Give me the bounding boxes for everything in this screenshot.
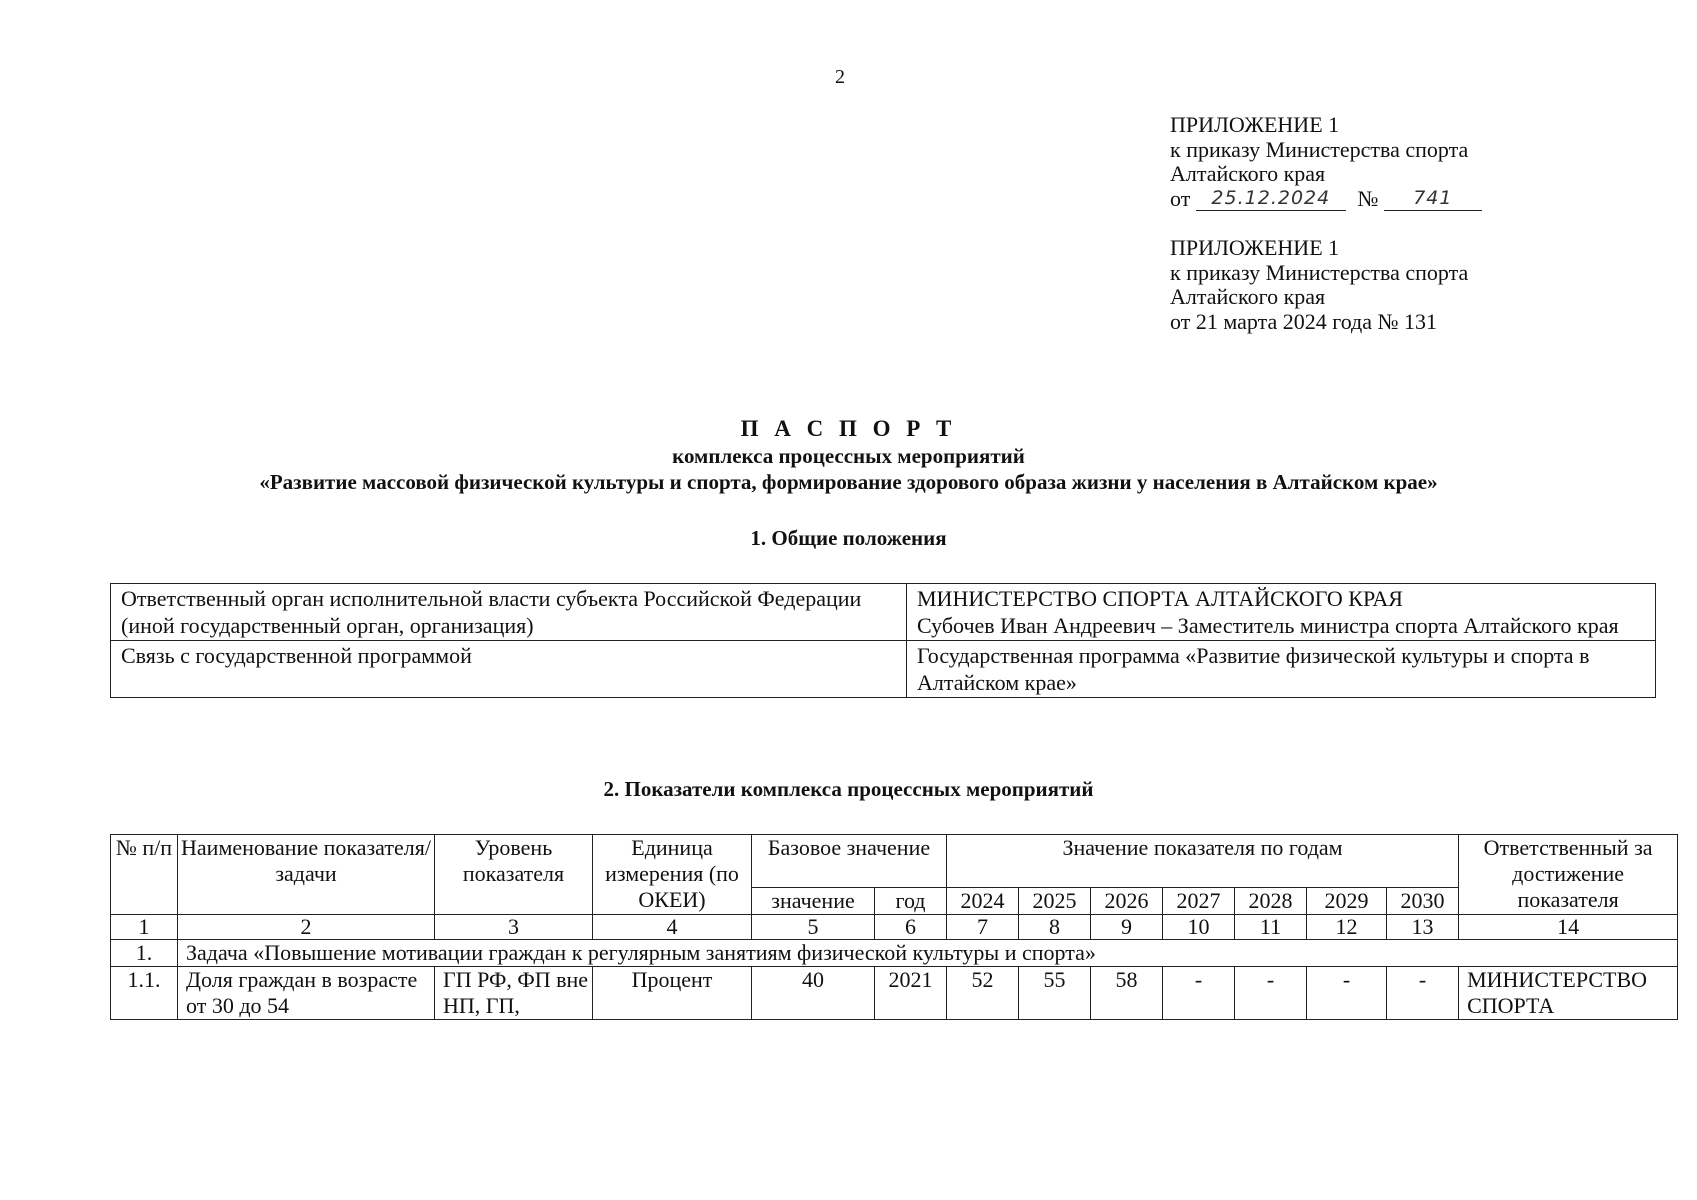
task-row bbox=[111, 940, 1678, 967]
header-level: Уровень показателя bbox=[435, 835, 593, 915]
row-base-year: 2021 bbox=[875, 967, 947, 1020]
date-blank bbox=[1196, 188, 1346, 211]
appendix-line: Алтайского края bbox=[1170, 161, 1326, 186]
row-value-2025: 55 bbox=[1019, 967, 1091, 1020]
column-number: 13 bbox=[1387, 915, 1459, 940]
number-label: № bbox=[1357, 185, 1379, 211]
section2-title: 2. Показатели комплекса процессных мероприятий bbox=[603, 777, 1094, 801]
header-base-year: год bbox=[875, 888, 947, 915]
row-responsible: МИНИСТЕРСТВО СПОРТА bbox=[1459, 967, 1678, 1020]
column-number: 3 bbox=[435, 915, 593, 940]
header-year: 2027 bbox=[1163, 888, 1235, 915]
header-year: 2029 bbox=[1307, 888, 1387, 915]
column-number: 9 bbox=[1091, 915, 1163, 940]
column-number: 4 bbox=[593, 915, 752, 940]
handwritten-date: 25.12.2024 bbox=[1211, 187, 1331, 209]
indicators-table bbox=[110, 834, 1678, 1020]
column-number: 6 bbox=[875, 915, 947, 940]
document-subtitle: комплекса процессных мероприятий bbox=[672, 444, 1025, 468]
appendix-line: к приказу Министерства спорта bbox=[1170, 259, 1469, 285]
row-value-2026: 58 bbox=[1091, 967, 1163, 1020]
row-value-2024: 52 bbox=[947, 967, 1019, 1020]
row-value-2029: - bbox=[1307, 967, 1387, 1020]
header-base: Базовое значение bbox=[752, 835, 947, 888]
column-number: 10 bbox=[1163, 915, 1235, 940]
header-unit: Единица измерения (по ОКЕИ) bbox=[593, 835, 752, 915]
column-number: 1 bbox=[111, 915, 178, 940]
table-row bbox=[111, 584, 1656, 641]
header-year: 2024 bbox=[947, 888, 1019, 915]
row-num: 1.1. bbox=[111, 967, 178, 1020]
header-base-value: значение bbox=[752, 888, 875, 915]
appendix-line: от 21 марта 2024 года № 131 bbox=[1170, 308, 1438, 334]
row-value-2028: - bbox=[1235, 967, 1307, 1020]
number-blank bbox=[1384, 188, 1482, 211]
appendix-line: к приказу Министерства спорта bbox=[1170, 136, 1469, 162]
column-number: 5 bbox=[752, 915, 875, 940]
header-row bbox=[111, 835, 1678, 888]
value-line: Государственная программа «Развитие физической культуры и спорта в Алтайском крае» bbox=[917, 643, 1590, 695]
row-value bbox=[907, 641, 1656, 698]
appendix-date-line bbox=[1170, 187, 1482, 212]
column-number: 12 bbox=[1307, 915, 1387, 940]
row-value-2030: - bbox=[1387, 967, 1459, 1020]
section1-title: 1. Общие положения bbox=[750, 526, 947, 550]
column-number: 7 bbox=[947, 915, 1019, 940]
table-row bbox=[111, 641, 1656, 698]
row-label: Связь с государственной программой bbox=[111, 641, 907, 698]
header-by-years: Значение показателя по годам bbox=[947, 835, 1459, 888]
page-number: 2 bbox=[835, 66, 845, 88]
from-label: от bbox=[1170, 185, 1191, 211]
appendix-previous bbox=[1170, 236, 1468, 334]
task-text: Задача «Повышение мотивации граждан к регулярным занятиям физической культуры и спорта» bbox=[178, 940, 1678, 967]
row-unit: Процент bbox=[593, 967, 752, 1020]
table-row bbox=[111, 967, 1678, 1020]
task-num: 1. bbox=[111, 940, 178, 967]
row-name: Доля граждан в возрасте от 30 до 54 bbox=[178, 967, 435, 1020]
row-label: Ответственный орган исполнительной власти субъекта Российской Федерации (иной государственный орган, организация) bbox=[111, 584, 907, 641]
row-level: ГП РФ, ФП вне НП, ГП, bbox=[435, 967, 593, 1020]
row-value bbox=[907, 584, 1656, 641]
header-name: Наименование показателя/задачи bbox=[178, 835, 435, 915]
value-line: Субочев Иван Андреевич – Заместитель министра спорта Алтайского края bbox=[917, 613, 1619, 638]
appendix-line: Алтайского края bbox=[1170, 284, 1326, 309]
row-value-2027: - bbox=[1163, 967, 1235, 1020]
header-year: 2028 bbox=[1235, 888, 1307, 915]
column-number: 14 bbox=[1459, 915, 1678, 940]
header-num: № п/п bbox=[111, 835, 178, 915]
appendix-title: ПРИЛОЖЕНИЕ 1 bbox=[1170, 235, 1340, 260]
column-numbers-row bbox=[111, 915, 1678, 940]
column-number: 8 bbox=[1019, 915, 1091, 940]
column-number: 2 bbox=[178, 915, 435, 940]
value-line: МИНИСТЕРСТВО СПОРТА АЛТАЙСКОГО КРАЯ bbox=[917, 586, 1403, 611]
header-responsible: Ответственный за достижение показателя bbox=[1459, 835, 1678, 915]
column-number: 11 bbox=[1235, 915, 1307, 940]
appendix-title: ПРИЛОЖЕНИЕ 1 bbox=[1170, 112, 1340, 137]
general-provisions-table bbox=[110, 583, 1656, 698]
header-year: 2030 bbox=[1387, 888, 1459, 915]
handwritten-number: 741 bbox=[1413, 187, 1453, 209]
header-year: 2025 bbox=[1019, 888, 1091, 915]
document-title: П А С П О Р Т bbox=[740, 416, 957, 441]
appendix-current bbox=[1170, 113, 1482, 211]
header-year: 2026 bbox=[1091, 888, 1163, 915]
document-name: «Развитие массовой физической культуры и спорта, формирование здорового образа жизни у населения в Алтайском крае» bbox=[259, 470, 1438, 494]
row-base-value: 40 bbox=[752, 967, 875, 1020]
